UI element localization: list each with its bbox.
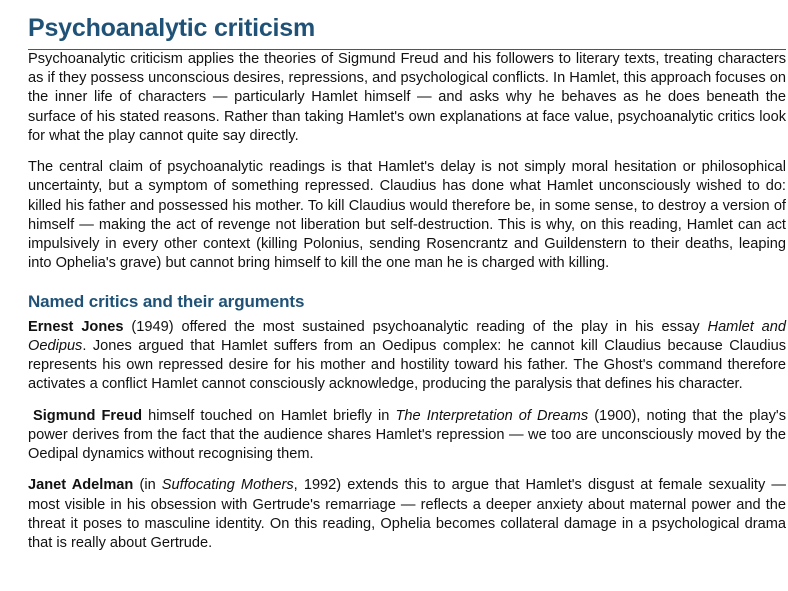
page-title: Psychoanalytic criticism xyxy=(28,14,316,42)
critic-work-title: Suffocating Mothers xyxy=(161,477,294,494)
critic-lead-text: (in xyxy=(133,477,162,494)
critic-lead-text: himself touched on Hamlet briefly in xyxy=(142,407,396,424)
critic-body-text: (1900), noting that the play's power derives from the fact that the audience shares Hamlet's repression — we too are unconsciously moved by the Oedipal dynamics without recognising them. xyxy=(28,407,786,462)
critic-name: Sigmund Freud xyxy=(33,407,143,424)
critic-entry-ernest-jones xyxy=(28,318,786,395)
critic-name: Janet Adelman xyxy=(28,477,134,494)
critic-name: Ernest Jones xyxy=(28,318,124,335)
intro-paragraph-1 xyxy=(28,50,786,146)
critic-work-title: Hamlet and Oedipus xyxy=(28,318,786,354)
critic-body-text: , 1992) extends this to argue that Hamlet's disgust at female sexuality — most visible in his obsession with Gertrude's remarriage — reflects a deeper anxiety about maternal power and the threat it poses to masculine identity. On this reading, Ophelia becomes collateral damage in a psychological drama that is really about Gertrude. xyxy=(28,477,786,551)
intro-paragraph-1-text: Psychoanalytic criticism applies the theories of Sigmund Freud and his followers to literary texts, treating characters as if they possess unconscious desires, repressions, and psychological conflicts. In Hamlet, this approach focuses on the inner life of characters — particularly Hamlet himself — and asks why he behaves as he does beneath the surface of his stated reasons. Rather than taking Hamlet's own explanations at face value, psychoanalytic critics look for what the play cannot quite say directly. xyxy=(28,50,786,144)
section-heading-named-critics: Named critics and their arguments xyxy=(28,291,305,311)
critic-entry-janet-adelman xyxy=(28,476,786,553)
critic-body-text: . Jones argued that Hamlet suffers from an Oedipus complex: he cannot kill Claudius because Claudius represents his own repressed desire for his mother and hostility toward his father. The Ghost's command therefore activates a conflict Hamlet cannot consciously acknowledge, producing the paralysis that defines his character. xyxy=(28,337,786,393)
intro-paragraph-2 xyxy=(28,158,786,274)
critic-lead-text: (1949) offered the most sustained psychoanalytic reading of the play in his essay xyxy=(123,318,708,335)
intro-paragraph-2-text: The central claim of psychoanalytic readings is that Hamlet's delay is not simply moral hesitation or philosophical uncertainty, but a symptom of something repressed. Claudius has done what Hamlet unconsciously wished to do: killed his father and possessed his mother. To kill Claudius would therefore be, in some sense, to destroy a version of himself — making the act of revenge not liberation but self-destruction. This is why, on this reading, Hamlet can act impulsively in every other context (killing Polonius, sending Rosencrantz and Guildenstern to their deaths, leaping into Ophelia's grave) but cannot bring himself to kill the one man he is charged with killing. xyxy=(28,159,786,272)
critic-entry-sigmund-freud xyxy=(28,407,786,465)
critic-work-title: The Interpretation of Dreams xyxy=(395,407,589,424)
